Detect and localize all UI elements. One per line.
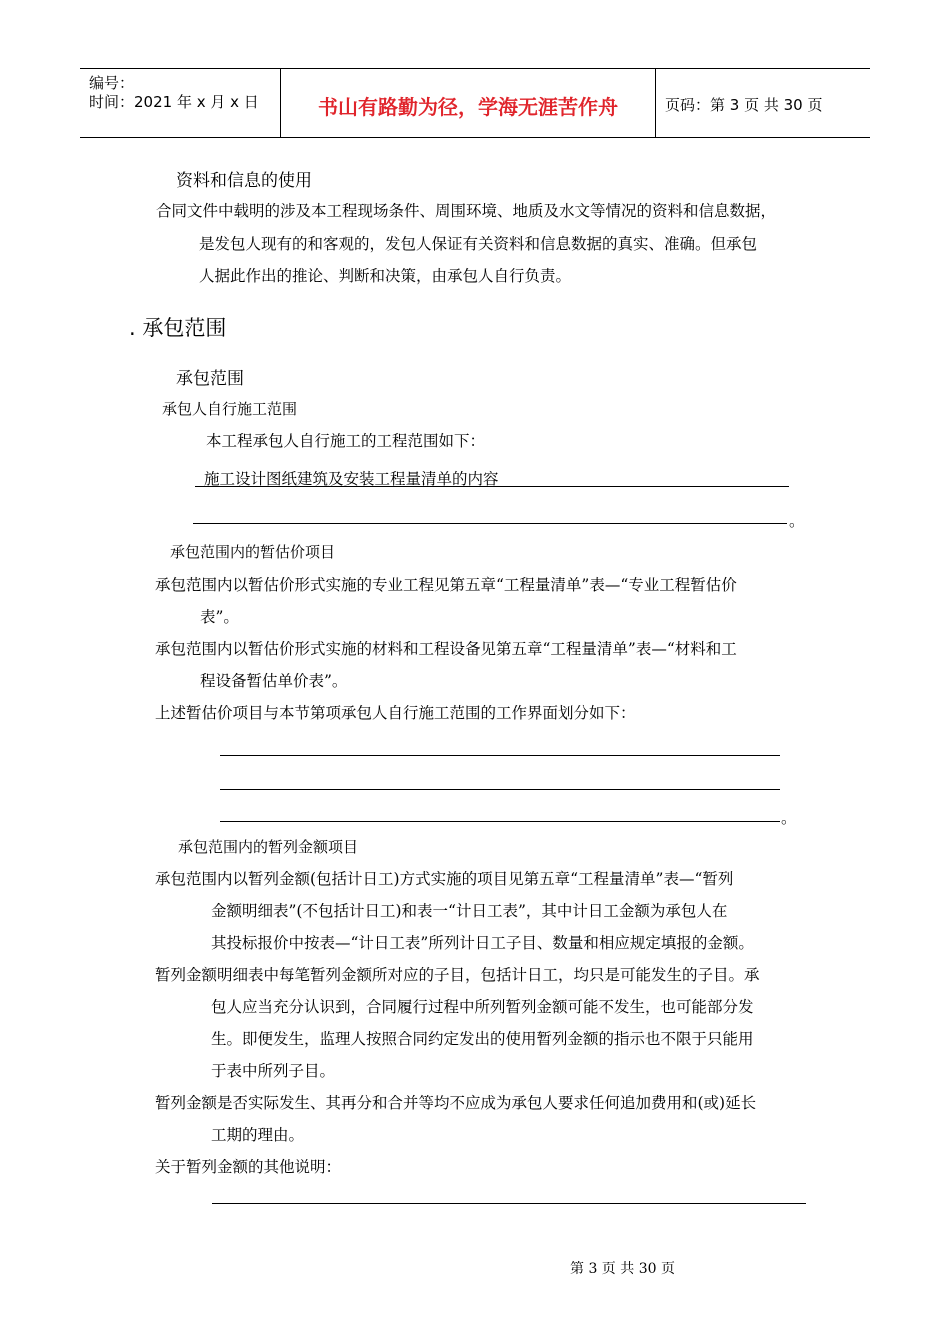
document-time-label: 时间：2021 年 x 月 x 日 — [89, 93, 259, 111]
fill-in-line — [212, 1203, 806, 1204]
fill-in-line — [195, 486, 789, 487]
section-title-scope: . 承包范围 — [129, 316, 227, 340]
self-scope-heading: 承包人自行施工范围 — [162, 400, 298, 418]
page-header — [80, 68, 870, 138]
header-page-info: 页码：第 3 页 共 30 页 — [665, 96, 823, 114]
provisional-sum-paragraph-line: 生。即便发生，监理人按照合同约定发出的使用暂列金额的指示也不限于只能用 — [211, 1030, 754, 1048]
provisional-sum-paragraph-line: 其投标报价中按表—“计日工表”所列计日工子目、数量和相应规定填报的金额。 — [211, 934, 754, 952]
provisional-sum-paragraph-line: 工期的理由。 — [211, 1126, 305, 1144]
provisional-paragraph-line: 表”。 — [200, 608, 239, 626]
provisional-paragraph-line: 承包范围内以暂估价形式实施的专业工程见第五章“工程量清单”表—“专业工程暂估价 — [155, 576, 737, 594]
self-scope-intro: 本工程承包人自行施工的工程范围如下： — [206, 432, 486, 450]
provisional-sum-paragraph-line: 包人应当充分认识到，合同履行过程中所列暂列金额可能不发生，也可能部分发 — [211, 998, 754, 1016]
provisional-sum-paragraph-line: 暂列金额是否实际发生、其再分和合并等均不应成为承包人要求任何追加费用和(或)延长 — [155, 1094, 757, 1112]
provisional-sum-heading: 承包范围内的暂列金额项目 — [178, 838, 359, 856]
provisional-sum-paragraph-line: 于表中所列子目。 — [211, 1062, 336, 1080]
line-end-period: 。 — [789, 512, 805, 530]
fill-in-line — [220, 789, 780, 790]
provisional-paragraph-line: 承包范围内以暂估价形式实施的材料和工程设备见第五章“工程量清单”表—“材料和工 — [155, 640, 737, 658]
document-number-label: 编号： — [89, 74, 135, 92]
page-footer: 第 3 页 共 30 页 — [570, 1261, 675, 1277]
provisional-sum-paragraph-line: 承包范围内以暂列金额(包括计日工)方式实施的项目见第五章“工程量清单”表—“暂列 — [155, 870, 734, 888]
provisional-paragraph-line: 程设备暂估单价表”。 — [200, 672, 348, 690]
provisional-paragraph-line: 上述暂估价项目与本节第项承包人自行施工范围的工作界面划分如下： — [155, 704, 636, 722]
header-page-cell — [655, 69, 870, 137]
header-meta-cell — [80, 69, 280, 137]
fill-in-line — [220, 821, 780, 822]
fill-in-line — [193, 523, 787, 524]
header-motto-cell — [280, 69, 656, 137]
info-use-paragraph-line: 人据此作出的推论、判断和决策，由承包人自行负责。 — [199, 267, 572, 285]
info-use-paragraph-line: 合同文件中载明的涉及本工程现场条件、周围环境、地质及水文等情况的资料和信息数据， — [156, 202, 777, 220]
section-subtitle-scope: 承包范围 — [176, 369, 244, 389]
fill-in-line — [220, 755, 780, 756]
provisional-sum-paragraph-line: 暂列金额明细表中每笔暂列金额所对应的子目，包括计日工，均只是可能发生的子目。承 — [155, 966, 760, 984]
header-motto: 书山有路勤为径，学海无涯苦作舟 — [318, 95, 618, 119]
provisional-items-heading: 承包范围内的暂估价项目 — [170, 543, 336, 561]
section-heading-info-use: 资料和信息的使用 — [176, 171, 312, 191]
line-end-period: 。 — [781, 809, 797, 827]
provisional-sum-paragraph-line: 关于暂列金额的其他说明： — [155, 1158, 342, 1176]
self-scope-value: 施工设计图纸建筑及安装工程量清单的内容 — [204, 470, 499, 488]
provisional-sum-paragraph-line: 金额明细表”(不包括计日工)和表一“计日工表”，其中计日工金额为承包人在 — [211, 902, 728, 920]
info-use-paragraph-line: 是发包人现有的和客观的，发包人保证有关资料和信息数据的真实、准确。但承包 — [199, 235, 758, 253]
